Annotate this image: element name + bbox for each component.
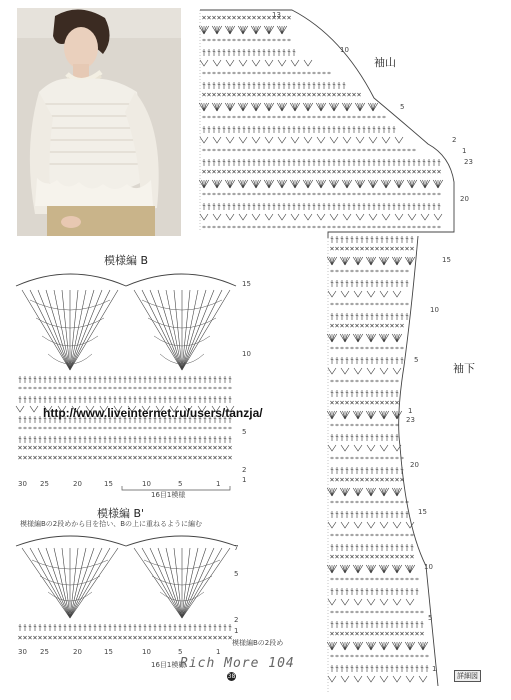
source-url[interactable]: http://www.liveinternet.ru/users/tanzja/ [43, 406, 263, 420]
pattern-b-stitch-number: 25 [40, 480, 49, 488]
pattern-b2-row-mark: 2 [234, 616, 239, 624]
pattern-b-stitch-number: 5 [178, 480, 183, 488]
pattern-b2-repeat-note: 16目1模様 [151, 661, 186, 669]
model-photo-illustration [17, 8, 181, 236]
pattern-b2-stitch-number: 10 [142, 648, 151, 656]
pattern-b2-row-mark: 1 [234, 627, 239, 635]
sleeve-row-mark: 5 [414, 356, 419, 364]
pattern-b2-stitch-number: 5 [178, 648, 183, 656]
pattern-b2-row-mark: 7 [234, 544, 239, 552]
pattern-b-stitch-number: 10 [142, 480, 151, 488]
pattern-b2-stitch-number: 1 [216, 648, 221, 656]
sleeve-row-mark: 10 [430, 306, 439, 314]
sleeve-row-mark: 15 [418, 508, 427, 516]
sleeve-row-mark: 10 [424, 563, 433, 571]
pattern-b2-row-mark: 5 [234, 570, 239, 578]
pattern-b2-stitch-number: 15 [104, 648, 113, 656]
pattern-b-stitch-number: 30 [18, 480, 27, 488]
sleeve-row-mark: 13 [272, 11, 281, 19]
pattern-b2-stitch-number: 20 [73, 648, 82, 656]
pattern-b-stitch-number: 20 [73, 480, 82, 488]
sleeve-row-mark: 5 [400, 103, 405, 111]
sleeve-row-mark: 1 [432, 665, 437, 673]
sleeve-row-mark: 10 [340, 46, 349, 54]
detail-badge: 詳細図 [454, 670, 481, 682]
sleeve-row-mark: 5 [428, 614, 433, 622]
sleeve-row-mark: 15 [442, 256, 451, 264]
pattern-b-row-mark: 5 [242, 428, 247, 436]
pattern-b2-stitch-number: 25 [40, 648, 49, 656]
sleeve-row-mark: 1 [462, 147, 467, 155]
pattern-b-row-mark: 15 [242, 280, 251, 288]
sleeve-row-mark: 23 [406, 416, 415, 424]
pattern-b-stitch-number: 1 [216, 480, 221, 488]
pattern-b-chart [14, 270, 240, 478]
sleeve-row-mark: 20 [410, 461, 419, 469]
sleeve-row-mark: 20 [460, 195, 469, 203]
pattern-b2-start-note: 模様編Bの2段め [232, 639, 284, 647]
pattern-b-stitch-number: 15 [104, 480, 113, 488]
sleeve-row-mark: 2 [452, 136, 457, 144]
sleeve-row-mark: 23 [464, 158, 473, 166]
page-number: 38 [227, 673, 236, 680]
model-photo [17, 8, 181, 236]
pattern-b2-title: 模様編 B' [97, 507, 145, 520]
watermark: Rich More 104 [180, 656, 295, 671]
pattern-b2-chart [14, 532, 240, 648]
pattern-b2-instruction: 模様編Bの2段めから目を拾い、Bの上に重ねるように編む [20, 520, 203, 528]
pattern-b-row-mark: 1 [242, 476, 247, 484]
sleeve-under-label: 袖下 [453, 362, 475, 375]
sleeve-row-mark: 1 [408, 407, 413, 415]
pattern-b-repeat-note: 16目1模様 [151, 491, 186, 499]
pattern-b2-stitch-number: 30 [18, 648, 27, 656]
pattern-b-title: 模様編 B [104, 254, 149, 267]
sleeve-cap-label: 袖山 [374, 56, 396, 69]
pattern-b-row-mark: 10 [242, 350, 251, 358]
pattern-b-row-mark: 2 [242, 466, 247, 474]
